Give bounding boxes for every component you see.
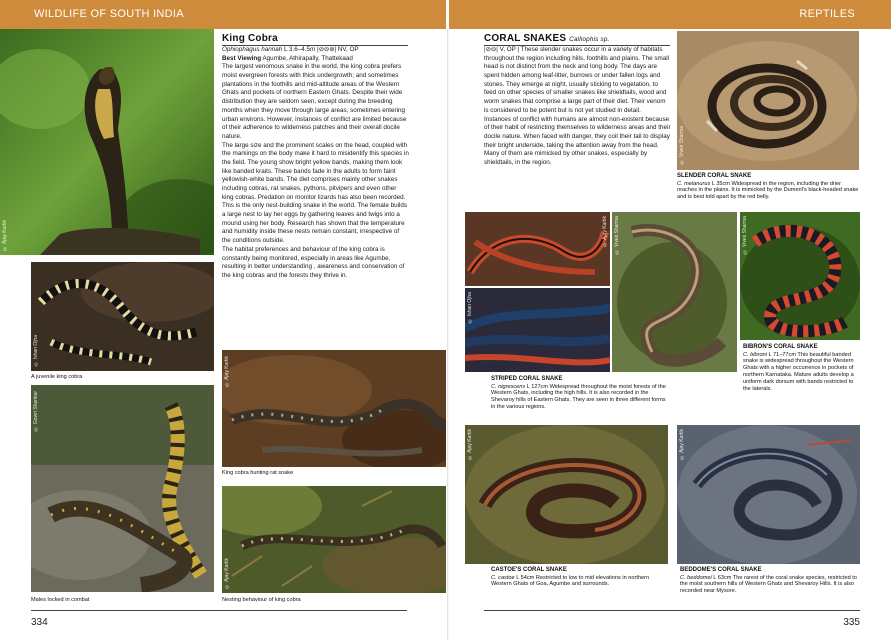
photo-bibron-coral-snake — [740, 212, 860, 340]
photo-hunting — [222, 350, 446, 467]
castoe-sci: C. castoe — [491, 574, 515, 581]
right-header-bar — [449, 0, 891, 29]
credit-combat: © Gowri Shankar — [33, 391, 39, 432]
king-cobra-para-4: The habitat preferences and behaviour of the king cobra is constantly being monitored, especially in areas like Agumbe, resulting in better understanding , awareness and conservation of the king cobras and the forests they thrive in. — [222, 245, 405, 279]
right-footer-rule — [484, 610, 860, 611]
king-cobra-para-1: The largest venomous snake in the world, the king cobra prefers moist evergreen forests with thick undergrowth; and sometimes plantations in the foothills and mid-altitude areas of the Western Ghats and pockets of northern Eastern Ghats. Despite their wide distribution they are seldom seen, except during the breeding months when they move through large areas, sometimes entering urban environs. However, instances of conflict are limited because of their adherence to wilderness patches and their overall docile nature. — [222, 63, 407, 140]
castoe-text: L 54cm Restricted to low to mid elevations in northern Western Ghats of Goa, Agumbe and surrounds. — [491, 574, 650, 588]
photo-striped-2 — [465, 288, 610, 372]
photo-slender-coral-snake — [677, 31, 859, 170]
caption-bibron — [743, 344, 860, 393]
credit-striped-2: © Ishan Ojha — [467, 292, 473, 324]
king-cobra-body — [222, 46, 409, 281]
king-cobra-meta — [222, 46, 409, 55]
credit-striped-1: © Ajay Kartik — [602, 216, 608, 248]
coral-snakes-symbols: |⊘⊖| V, OP | — [484, 46, 520, 53]
king-cobra-best-viewing — [222, 55, 409, 64]
king-cobra-para-2: The large size and the prominent scales on the head, coupled with the markings on the body make it hard to misidentify this species in the field. The young show bright yellow bands, making them look like banded kraits. These bands fade in the adults to form faint yellowish-white bands. The diet comprises mainly other snakes including cobras, rat snakes, pythons, pitvipers and even other king cobras. Predation on monitor lizards has also been recorded. — [222, 141, 409, 201]
left-page-number: 334 — [31, 617, 48, 628]
photo-juvenile-king-cobra — [31, 262, 214, 371]
bibron-name: BIBRON'S CORAL SNAKE — [743, 344, 818, 350]
caption-beddome — [680, 567, 860, 595]
striped-sci: C. nigrescens — [491, 383, 526, 390]
king-cobra-size: L 3.6–4.5m — [283, 46, 316, 53]
striped-name: STRIPED CORAL SNAKE — [491, 376, 563, 382]
caption-castoe — [491, 567, 667, 588]
king-cobra-symbols: |⊘⊖⊛| NV, OP — [317, 46, 359, 53]
coral-snakes-body — [484, 46, 671, 168]
page-gutter — [447, 29, 449, 640]
photo-combat — [31, 385, 214, 592]
caption-combat: Males locked in combat — [31, 597, 90, 603]
bibron-text: L 71–77cm This beautiful banded snake is widespread throughout the Western Ghats with a higher occurrence in pockets of northern Karnataka. Mature adults develop a uniform dark dorsum with bands restricted to the laterals. — [743, 351, 854, 393]
king-cobra-para-3: This is the only nest-building snake in the world. The female builds a large nest to lay her eggs by gathering leaves and twigs into a mound using her body. Research has shown that the temperature and humidity inside these nests remain constant, irrespective of the conditions outside. — [222, 202, 408, 245]
caption-juvenile: A juvenile king cobra — [31, 374, 83, 380]
photo-striped-1 — [465, 212, 610, 286]
credit-slender: © Vivek Sharma — [679, 125, 685, 164]
left-footer-rule — [31, 610, 407, 611]
beddome-text: L 63cm The rarest of the coral snake species, restricted to the moist southern hills of Western Ghats and Shevaroy Hills. It is also recorded near Mysore. — [680, 574, 857, 595]
king-cobra-scientific: Ophiophagus hannah — [222, 46, 283, 53]
right-running-title: REPTILES — [799, 8, 855, 20]
photo-king-cobra-main — [0, 29, 214, 255]
right-page-number: 335 — [843, 617, 860, 628]
photo-castoe-coral-snake — [465, 425, 668, 564]
coral-snakes-title — [484, 33, 609, 44]
credit-hunting: © Ajay Kartik — [224, 356, 230, 388]
coral-snakes-genus: Calliophis sp. — [569, 36, 610, 43]
credit-juvenile: © Ishan Ojha — [33, 335, 39, 367]
credit-beddome: © Ajay Kartik — [679, 429, 685, 461]
photo-striped-3 — [612, 212, 737, 372]
coral-para-1 — [484, 46, 671, 116]
caption-slender — [677, 173, 859, 201]
credit-nesting: © Ajay Kartik — [224, 557, 230, 589]
beddome-name: BEDDOME'S CORAL SNAKE — [680, 567, 762, 573]
king-cobra-title: King Cobra — [222, 33, 278, 44]
photo-beddome-coral-snake — [677, 425, 860, 564]
coral-snakes-heading: CORAL SNAKES — [484, 33, 567, 44]
credit-castoe: © Ajay Kartik — [467, 429, 473, 461]
photo-nesting — [222, 486, 446, 593]
striped-text: L 127cm Widespread throughout the moist forests of the Western Ghats, including the high hills. It is also recorded in the Shevaroy hills of Eastern Ghats. They are seen in three different forms in the various regions. — [491, 383, 666, 411]
best-viewing-places: Agumbe, Athirapally, Thattekaad — [262, 54, 353, 62]
beddome-sci: C. beddomei — [680, 574, 712, 581]
left-running-title: WILDLIFE OF SOUTH INDIA — [34, 8, 184, 20]
left-header-bar — [0, 0, 446, 29]
credit-bibron: © Vivek Sharma — [742, 216, 748, 255]
caption-striped — [491, 376, 666, 411]
coral-para-1-text: These slender snakes occur in a variety of habitats throughout the region including hills, foothills and plains. The small head is not distinct from the neck and long body. The days are spent hidden among leaf-litter, burrows or under fallen logs and stones. They emerge at night, usually sticking to vegetation, to feed on other species of smaller snakes like shieldtails, wood and worm snakes that comprise a large part of their diet. Their venom is considered to be potent but is not yet studied in detail. — [484, 46, 670, 114]
credit-striped-3: © Vivek Sharma — [614, 216, 620, 255]
castoe-name: CASTOE'S CORAL SNAKE — [491, 567, 567, 573]
slender-sci: C. melanurus — [677, 180, 711, 187]
best-viewing-label: Best Viewing — [222, 54, 262, 62]
credit-main: © Ajay Kartik — [2, 219, 8, 251]
caption-hunting: King cobra hunting rat snake — [222, 470, 294, 476]
bibron-sci: C. bibroni — [743, 351, 767, 358]
caption-nesting: Nesting behaviour of king cobra — [222, 597, 301, 603]
slender-text: L 35cm Widespread in the region, including the drier reaches in the plains. It is mimicked by the Dumeril's black-headed snake and is best told apart by the red belly. — [677, 180, 859, 201]
slender-name: SLENDER CORAL SNAKE — [677, 173, 752, 179]
coral-para-2: Instances of conflict with humans are almost non-existent because of their habit of restricting themselves to wilderness areas and their docile nature. When faced with danger, they coil their tail to display their bright underside, taking the attention away from the head. Many of them are mimicked by other snakes, especially by shieldtails, in the region. — [484, 115, 671, 166]
